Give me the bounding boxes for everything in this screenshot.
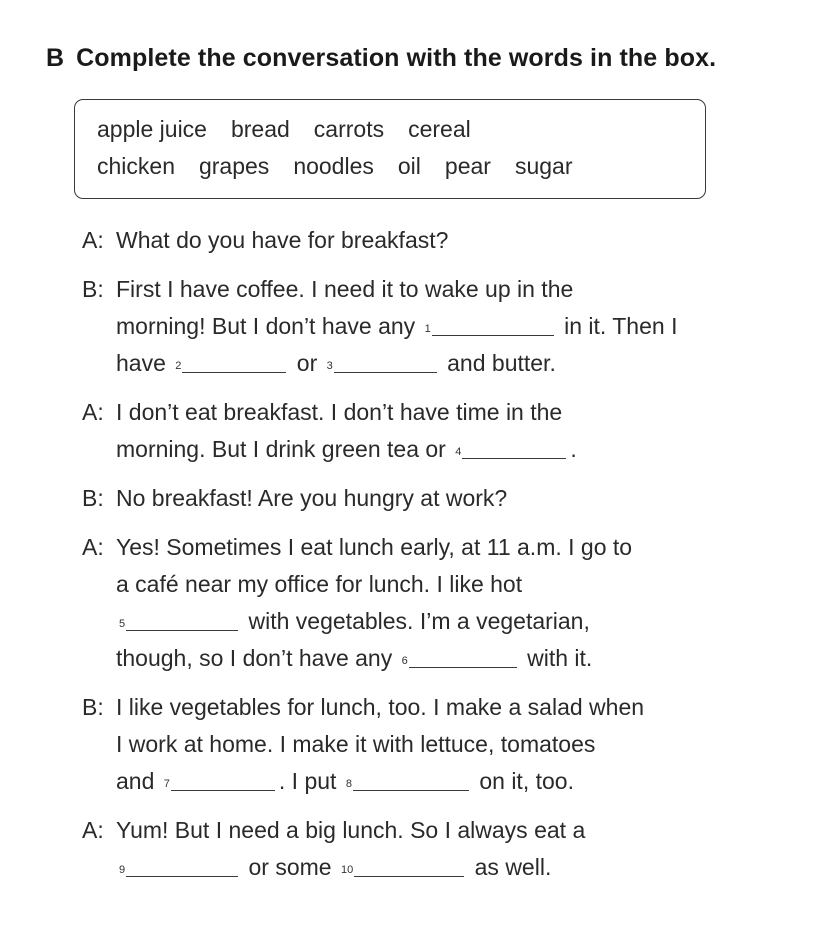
word-box-word: cereal [408, 116, 471, 142]
dialogue-text: with vegetables. I’m a vegetarian, [242, 608, 590, 634]
dialogue-text: morning. But I drink green tea or [116, 436, 453, 462]
dialogue-line [82, 640, 802, 677]
answer-blank-3[interactable] [334, 348, 437, 373]
answer-blank-2[interactable] [182, 348, 286, 373]
answer-blank-10[interactable] [354, 852, 464, 877]
dialogue-text: No breakfast! Are you hungry at work? [116, 485, 508, 511]
dialogue-text: as well. [468, 854, 552, 880]
dialogue-line [82, 763, 802, 800]
dialogue-line [82, 222, 802, 259]
dialogue-line [82, 849, 802, 886]
dialogue-text: a café near my office for lunch. I like hot [116, 571, 523, 597]
dialogue-line [82, 812, 802, 849]
word-box-word: chicken [97, 153, 175, 179]
word-box-word: bread [230, 116, 290, 142]
speaker-label: B: [82, 485, 104, 511]
exercise-instruction: Complete the conversation with the words in the box. [76, 44, 717, 72]
dialogue-text: . [570, 436, 577, 462]
word-box-word: grapes [198, 153, 270, 179]
dialogue-text: morning! But I don’t have any [116, 313, 422, 339]
dialogue-line [82, 394, 802, 431]
speaker-label: A: [82, 399, 104, 425]
dialogue-line [82, 603, 802, 640]
exercise-heading [46, 44, 716, 73]
dialogue-text: What do you have for breakfast? [116, 227, 449, 253]
word-box-word: sugar [514, 153, 573, 179]
word-box-word: carrots [313, 116, 385, 142]
word-box-word: pear [444, 153, 491, 179]
speaker-label: A: [82, 534, 104, 560]
dialogue-turn [82, 529, 802, 677]
dialogue-text: . I put [278, 768, 343, 794]
word-box-word: noodles [293, 153, 374, 179]
dialogue-line [82, 431, 802, 468]
word-box-word: apple juice [97, 116, 207, 142]
dialogue-text: in it. Then I [557, 313, 678, 339]
dialogue-text: though, so I don’t have any [116, 645, 399, 671]
dialogue-text: I don’t eat breakfast. I don’t have time in the [116, 399, 563, 425]
blank-number: 1 [424, 323, 431, 335]
dialogue-text: and [116, 768, 161, 794]
dialogue-text: Yes! Sometimes I eat lunch early, at 11 a.m. I go to [116, 534, 633, 560]
speaker-label: A: [82, 227, 104, 253]
dialogue-text: or [290, 350, 324, 376]
dialogue-line [82, 345, 802, 382]
dialogue-text: Yum! But I need a big lunch. So I always eat a [116, 817, 586, 843]
dialogue-line [82, 308, 802, 345]
dialogue-line [82, 726, 802, 763]
blank-number: 4 [455, 446, 462, 458]
answer-blank-6[interactable] [409, 643, 517, 668]
dialogue-text: with it. [520, 645, 593, 671]
dialogue-line [82, 566, 802, 603]
blank-number: 9 [119, 864, 126, 876]
answer-blank-8[interactable] [353, 766, 469, 791]
dialogue-text: First I have coffee. I need it to wake up in the [116, 276, 574, 302]
dialogue-line [82, 529, 802, 566]
blank-number: 8 [345, 778, 352, 790]
dialogue-turn [82, 394, 802, 468]
answer-blank-7[interactable] [171, 766, 275, 791]
dialogue-line [82, 689, 802, 726]
dialogue-turn [82, 812, 802, 886]
blank-number: 2 [175, 360, 182, 372]
exercise-letter: B [46, 44, 65, 72]
dialogue-text: on it, too. [472, 768, 574, 794]
dialogue-text: and butter. [440, 350, 556, 376]
dialogue-text: I work at home. I make it with lettuce, tomatoes [116, 731, 596, 757]
dialogue-turn [82, 271, 802, 382]
answer-blank-9[interactable] [126, 852, 238, 877]
speaker-label: A: [82, 817, 104, 843]
blank-number: 7 [163, 778, 170, 790]
dialogue-turn [82, 689, 802, 800]
word-box [74, 99, 706, 199]
dialogue-turn [82, 222, 802, 259]
blank-number: 3 [326, 360, 333, 372]
dialogue-text: have [116, 350, 173, 376]
word-box-row [97, 150, 705, 187]
blank-number: 6 [401, 655, 408, 667]
answer-blank-5[interactable] [126, 606, 238, 631]
dialogue-turn [82, 480, 802, 517]
conversation [82, 222, 802, 898]
dialogue-text: I like vegetables for lunch, too. I make a salad when [116, 694, 645, 720]
dialogue-text: or some [242, 854, 338, 880]
word-box-row [97, 113, 705, 150]
blank-number: 10 [341, 864, 354, 876]
word-box-word: oil [397, 153, 421, 179]
answer-blank-1[interactable] [432, 311, 554, 336]
speaker-label: B: [82, 694, 104, 720]
dialogue-line [82, 271, 802, 308]
answer-blank-4[interactable] [462, 434, 566, 459]
blank-number: 5 [119, 618, 126, 630]
dialogue-line [82, 480, 802, 517]
speaker-label: B: [82, 276, 104, 302]
